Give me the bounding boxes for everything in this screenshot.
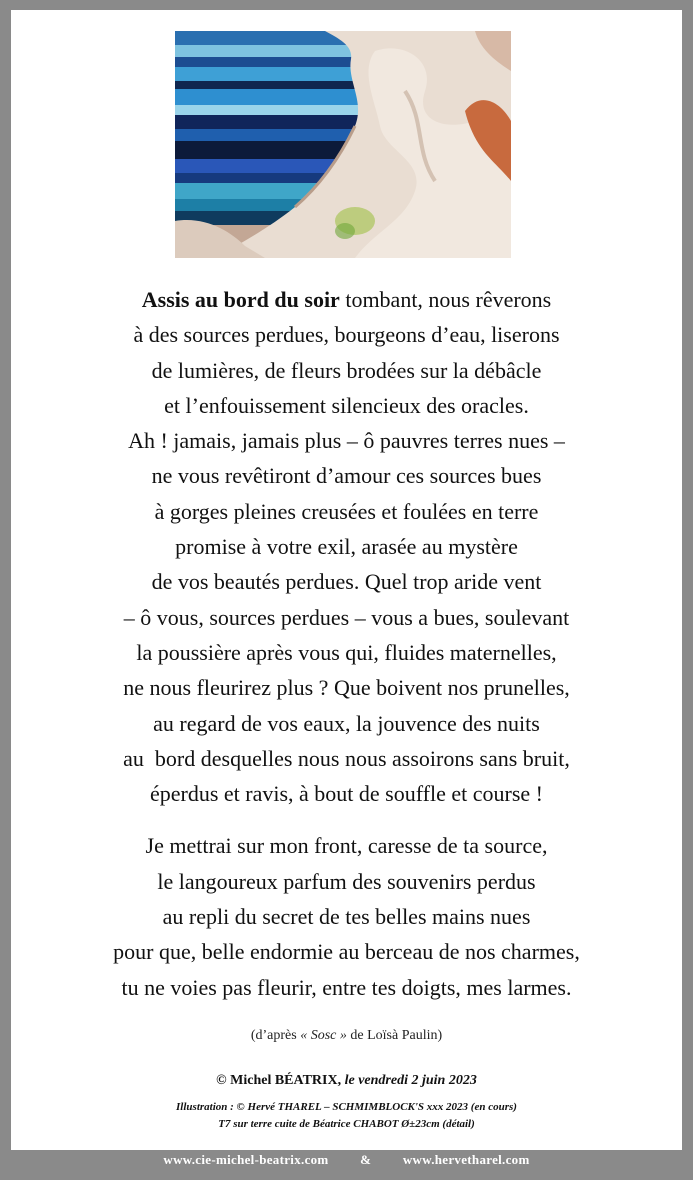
support-credit: T7 sur terre cuite de Béatrice CHABOT Ø±23cm (détail) (218, 1118, 475, 1130)
poem-line: la poussière après vous qui, fluides maternelles, (136, 639, 557, 665)
painting-illustration (175, 31, 511, 258)
poem-line: promise à votre exil, arasée au mystère (175, 534, 518, 560)
poem-line: ne nous fleurirez plus ? Que boivent nos prunelles, (123, 675, 570, 701)
poem-card (11, 10, 682, 1150)
illustration-image (175, 31, 511, 258)
poem-line: Ah ! jamais, jamais plus – ô pauvres terres nues – (128, 428, 565, 454)
source-suffix: de Loïsà Paulin) (346, 1028, 443, 1043)
poem-line: ne vous revêtiront d’amour ces sources bues (151, 463, 542, 489)
source-prefix: (d’après (250, 1028, 301, 1043)
site-link-herve-tharel[interactable]: www.hervetharel.com (402, 1152, 530, 1167)
footer-separator: & (360, 1152, 372, 1167)
poem-line: le langoureux parfum des souvenirs perdus (157, 868, 536, 894)
poem-line: au bord desquelles nous nous assoirons sans bruit, (123, 745, 570, 771)
poem-line: Je mettrai sur mon front, caresse de ta source, (145, 833, 548, 859)
illustration-credit: Illustration : © Hervé THAREL – SCHMIMBLOCK'S xxx 2023 (en cours) (176, 1101, 517, 1113)
poem-line: pour que, belle endormie au berceau de nos charmes, (113, 939, 580, 965)
poem-line: et l’enfouissement silencieux des oracles. (164, 392, 529, 418)
source-title: « Sosc » (300, 1028, 347, 1043)
source-attribution (11, 1028, 682, 1044)
poem-line: au repli du secret de tes belles mains nues (162, 904, 531, 930)
poem-opening-rest: tombant, nous rêverons (339, 287, 552, 312)
copyright-line (11, 1073, 682, 1089)
stanza-1 (11, 282, 682, 811)
poem-text (11, 282, 682, 1005)
poem-line: à gorges pleines creusées et foulées en terre (154, 498, 539, 524)
poem-line (11, 282, 682, 317)
poem-line: de lumières, de fleurs brodées sur la débâcle (151, 357, 542, 383)
poem-line: éperdus et ravis, à bout de souffle et course ! (149, 781, 543, 807)
copyright-date: le vendredi 2 juin 2023 (341, 1073, 477, 1088)
poem-opening-bold: Assis au bord du soir (141, 287, 340, 312)
poem-line: au regard de vos eaux, la jouvence des nuits (153, 710, 540, 736)
poem-line: tu ne voies pas fleurir, entre tes doigts, mes larmes. (121, 974, 572, 1000)
footer-links (0, 1150, 693, 1180)
site-link-michel-beatrix[interactable]: www.cie-michel-beatrix.com (163, 1152, 329, 1167)
poem-line: de vos beautés perdues. Quel trop aride vent (151, 569, 542, 595)
poem-line: – ô vous, sources perdues – vous a bues, soulevant (123, 604, 570, 630)
stanza-2 (11, 828, 682, 1004)
poem-line: à des sources perdues, bourgeons d’eau, liserons (133, 322, 560, 348)
copyright-author: © Michel BÉATRIX, (216, 1073, 342, 1088)
